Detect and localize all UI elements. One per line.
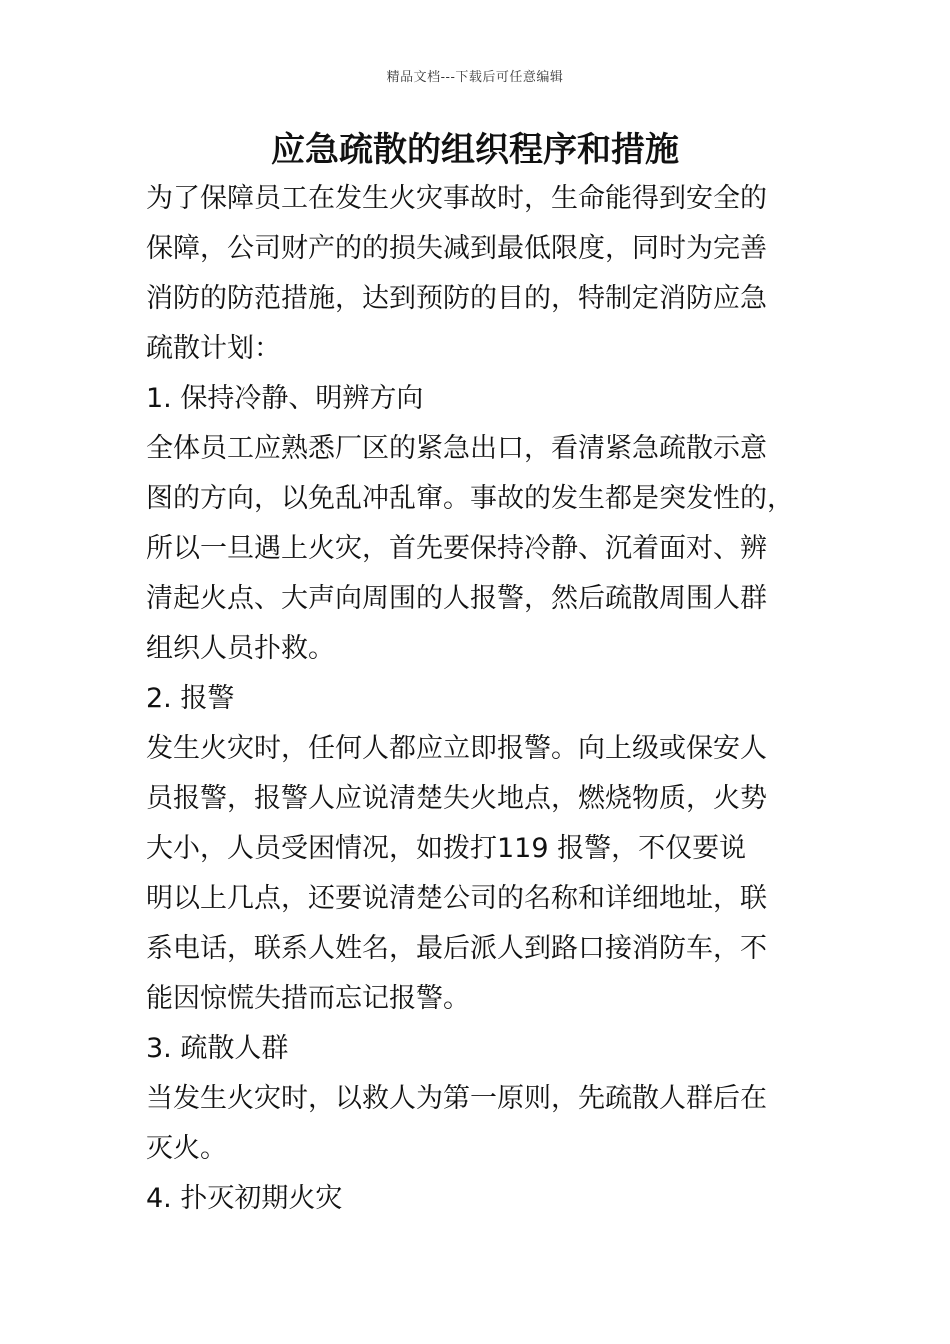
body-line: 员报警，报警人应说清楚失火地点，燃烧物质，火势 <box>146 783 767 814</box>
body-line: 为了保障员工在发生火灾事故时，生命能得到安全的 <box>146 183 767 214</box>
body-line: 组织人员扑救。 <box>146 633 335 664</box>
document-body <box>146 174 810 1224</box>
body-line: 系电话，联系人姓名，最后派人到路口接消防车，不 <box>146 933 767 964</box>
body-line: 发生火灾时，任何人都应立即报警。向上级或保安人 <box>146 733 767 764</box>
body-line: 大小，人员受困情况，如拨打119 报警，不仅要说 <box>146 833 747 864</box>
header-note: 精品文档---下载后可任意编辑 <box>386 70 564 85</box>
body-line: 疏散计划： <box>146 333 281 364</box>
body-line: 保障，公司财产的的损失减到最低限度，同时为完善 <box>146 233 767 264</box>
section-heading-1: 1. 保持冷静、明辨方向 <box>146 383 424 414</box>
body-line: 全体员工应熟悉厂区的紧急出口，看清紧急疏散示意 <box>146 433 767 464</box>
body-line: 消防的防范措施，达到预防的目的，特制定消防应急 <box>146 283 767 314</box>
body-line: 所以一旦遇上火灾，首先要保持冷静、沉着面对、辨 <box>146 533 767 564</box>
document-title: 应急疏散的组织程序和措施 <box>271 130 679 170</box>
section-heading-2: 2. 报警 <box>146 683 235 714</box>
section-heading-4: 4. 扑灭初期火灾 <box>146 1183 343 1214</box>
body-line: 能因惊慌失措而忘记报警。 <box>146 983 470 1014</box>
body-line: 明以上几点，还要说清楚公司的名称和详细地址，联 <box>146 883 767 914</box>
body-line: 灭火。 <box>146 1133 227 1164</box>
section-heading-3: 3. 疏散人群 <box>146 1033 289 1064</box>
body-line: 清起火点、大声向周围的人报警，然后疏散周围人群 <box>146 583 767 614</box>
body-line: 图的方向，以免乱冲乱窜。事故的发生都是突发性的， <box>146 483 794 514</box>
body-line: 当发生火灾时，以救人为第一原则，先疏散人群后在 <box>146 1083 767 1114</box>
